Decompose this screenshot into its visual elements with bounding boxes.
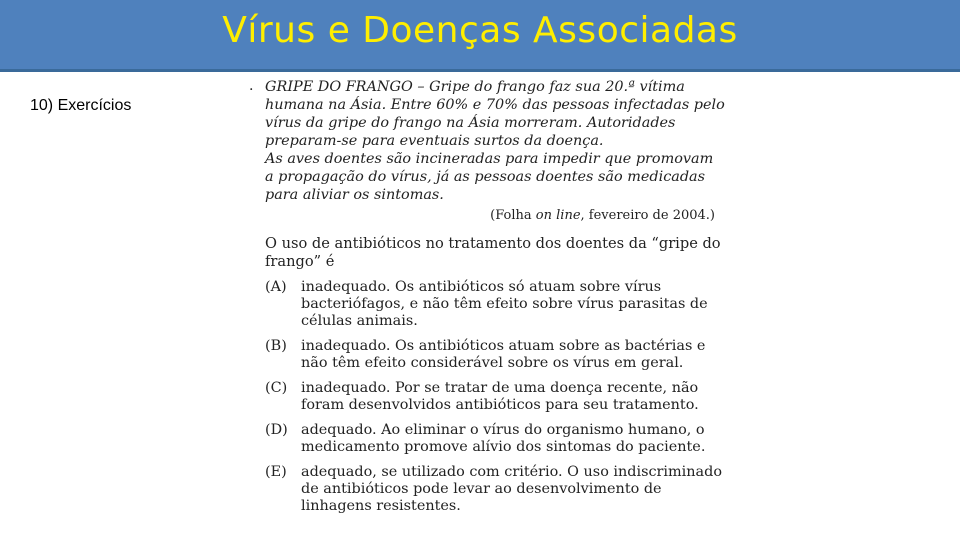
option-text: inadequado. Os antibióticos atuam sobre as bactérias e não têm efeito considerável sobre os vírus em geral. bbox=[301, 338, 706, 371]
option-text: inadequado. Os antibióticos só atuam sobre vírus bacteriófagos, e não têm efeito sobre vírus parasitas de células animais. bbox=[301, 279, 708, 329]
passage-paragraph-1 bbox=[265, 78, 725, 150]
option-text: adequado, se utilizado com critério. O uso indiscriminado de antibióticos pode levar ao desenvolvimento de linhagens resistentes. bbox=[301, 464, 723, 514]
option-text: adequado. Ao eliminar o vírus do organismo humano, o medicamento promove alívio dos sintomas do paciente. bbox=[301, 422, 706, 455]
section-label: 10) Exercícios bbox=[30, 97, 132, 114]
option-letter: (A) bbox=[265, 279, 287, 295]
option-letter: (B) bbox=[265, 338, 287, 354]
title-bar bbox=[0, 0, 960, 72]
question-stem: O uso de antibióticos no tratamento dos doentes da “gripe do frango” é bbox=[265, 235, 721, 270]
source-citation bbox=[255, 208, 715, 223]
passage-first: – Gripe do frango faz sua 20.ª vítima humana na Ásia. Entre 60% e 70% das pessoas infectadas pelo vírus da gripe do frango na Ásia morreram. Autoridades preparam-se para eventuais surtos da doença. bbox=[265, 79, 725, 149]
option-e bbox=[265, 464, 725, 515]
passage-heading: GRIPE DO FRANGO bbox=[265, 79, 413, 95]
option-text: inadequado. Por se tratar de uma doença recente, não foram desenvolvidos antibióticos para seu tratamento. bbox=[301, 380, 699, 413]
option-d bbox=[265, 422, 725, 456]
bullet-mark: . bbox=[249, 78, 254, 94]
option-b bbox=[265, 338, 725, 372]
source-suffix: , fevereiro de 2004.) bbox=[580, 208, 715, 223]
passage-paragraph-2: As aves doentes são incineradas para impedir que promovam a propagação do vírus, já as pessoas doentes são medicadas para aliviar os sintomas. bbox=[265, 151, 714, 203]
passage bbox=[265, 78, 725, 204]
option-a bbox=[265, 279, 725, 330]
slide-title: Vírus e Doenças Associadas bbox=[222, 10, 738, 51]
option-letter: (D) bbox=[265, 422, 288, 438]
option-c bbox=[265, 380, 725, 414]
option-letter: (C) bbox=[265, 380, 288, 396]
option-letter: (E) bbox=[265, 464, 287, 480]
scanned-question bbox=[249, 78, 725, 538]
source-prefix: (Folha bbox=[490, 208, 536, 223]
source-italic: on line bbox=[535, 208, 581, 223]
